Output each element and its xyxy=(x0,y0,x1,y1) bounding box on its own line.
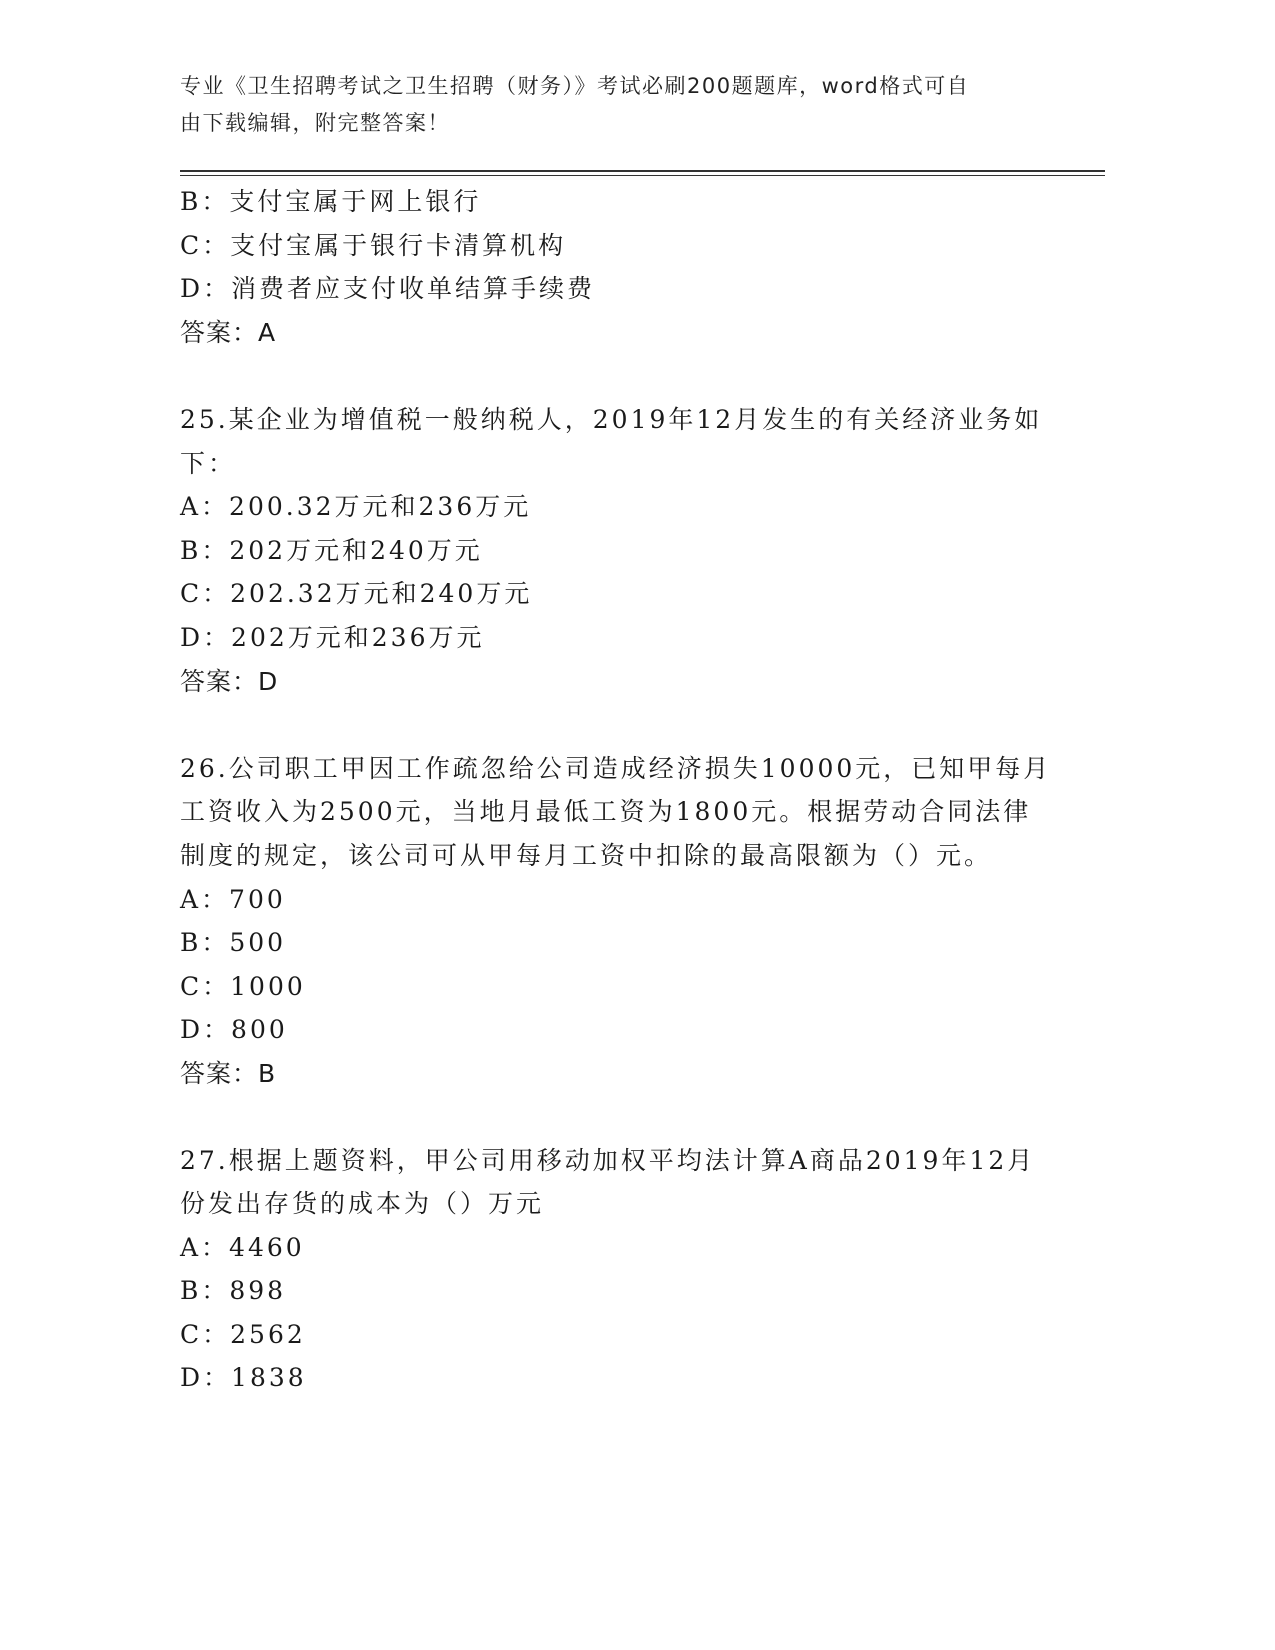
header-rule-thin xyxy=(180,175,1105,176)
q26-option-b: B：500 xyxy=(180,928,287,957)
q25-option-a: A：200.32万元和236万元 xyxy=(180,492,532,521)
q26-stem-line-3: 制度的规定，该公司可从甲每月工资中扣除的最高限额为（）元。 xyxy=(180,841,993,870)
prev-option-b: B：支付宝属于网上银行 xyxy=(180,187,482,216)
q26-option-a: A：700 xyxy=(180,885,286,914)
q26-stem-line-2: 工资收入为2500元，当地月最低工资为1800元。根据劳动合同法律 xyxy=(180,797,1032,826)
q26-option-d: D：800 xyxy=(180,1015,288,1044)
q26-answer: 答案：B xyxy=(180,1059,277,1088)
q25-option-b: B：202万元和240万元 xyxy=(180,536,483,565)
q27-option-a: A：4460 xyxy=(180,1233,305,1262)
prev-option-d: D：消费者应支付收单结算手续费 xyxy=(180,274,596,303)
header-line-1: 专业《卫生招聘考试之卫生招聘（财务）》考试必刷200题题库，word格式可自 xyxy=(180,74,970,98)
q25-option-d: D：202万元和236万元 xyxy=(180,623,485,652)
q25-stem-line-1: 25.某企业为增值税一般纳税人，2019年12月发生的有关经济业务如 xyxy=(180,405,1043,434)
prev-answer: 答案：A xyxy=(180,318,277,347)
q26-stem-line-1: 26.公司职工甲因工作疏忽给公司造成经济损失10000元，已知甲每月 xyxy=(180,754,1052,783)
q26-option-c: C：1000 xyxy=(180,972,306,1001)
q27-stem-line-2: 份发出存货的成本为（）万元 xyxy=(180,1189,545,1218)
prev-option-c: C：支付宝属于银行卡清算机构 xyxy=(180,231,567,260)
q27-option-b: B：898 xyxy=(180,1276,287,1305)
q27-option-d: D：1838 xyxy=(180,1363,307,1392)
q25-stem-line-2: 下： xyxy=(180,449,237,478)
q25-option-c: C：202.32万元和240万元 xyxy=(180,579,533,608)
header-line-2: 由下载编辑，附完整答案！ xyxy=(180,111,450,135)
header-rule-thick xyxy=(180,170,1105,172)
document-header xyxy=(180,68,1030,142)
q25-answer: 答案：D xyxy=(180,667,279,696)
q27-option-c: C：2562 xyxy=(180,1320,306,1349)
q27-stem-line-1: 27.根据上题资料，甲公司用移动加权平均法计算A商品2019年12月 xyxy=(180,1146,1036,1175)
